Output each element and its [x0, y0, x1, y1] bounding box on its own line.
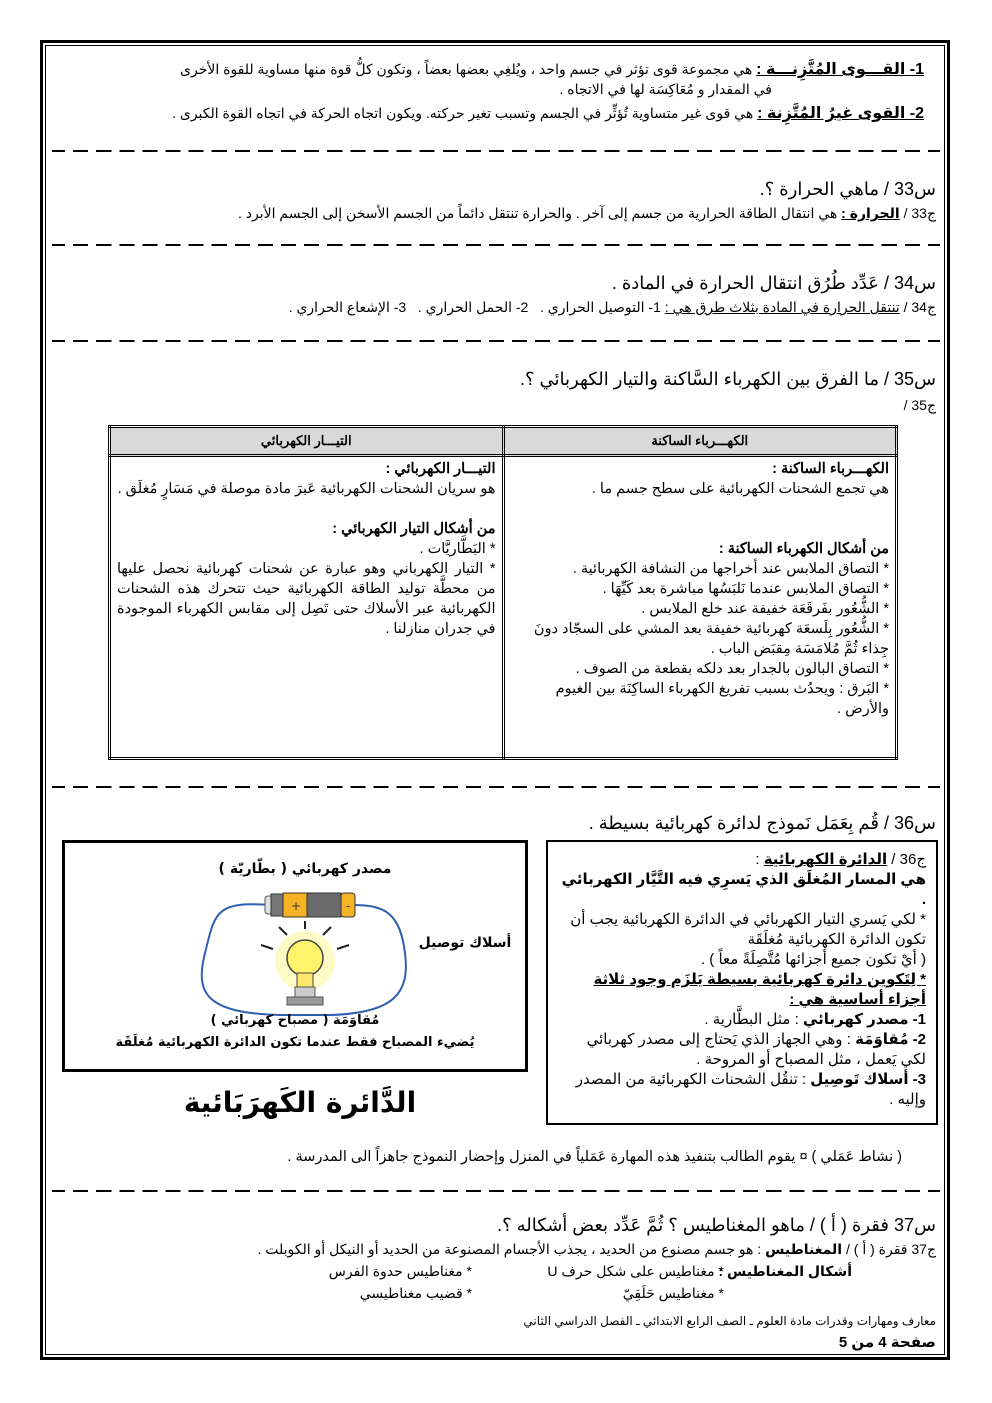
q37-question: س37 فقرة ( أ ) / ماهو المغناطيس ؟ ثُمَّ عَدِّد بعض أشكاله ؟.	[497, 1215, 936, 1235]
header-electric-current: التيـــار الكهربائي	[110, 427, 504, 456]
current-form-item: * البَطَّاريَّات .	[419, 541, 496, 557]
q36-note: * لكي يَسري التيار الكهربائي في الدائرة الكهربائية يجب أن تكون الدائرة الكهربائية مُغلَقَة	[570, 911, 926, 948]
svg-text:+: +	[291, 899, 302, 913]
electric-current-cell	[110, 456, 504, 759]
q33-answer	[238, 204, 936, 222]
q34-answer-intro: تنتقل الحرارة في المادة بثلاث طرق هي :	[664, 299, 900, 315]
part-text: : مثل البطَّارية .	[704, 1011, 803, 1028]
divider	[52, 244, 940, 246]
q36-answer-heading	[558, 850, 926, 870]
q36-note2: ( أيْ تكون جميع أجزائها مُتَّصِلَةً معاً ) .	[700, 951, 926, 968]
q34-answer-prefix: ج34 /	[903, 299, 936, 315]
wires-label: أسلاك توصيل	[418, 935, 512, 951]
q36-definition: هي المسار المُغلَق الذي يَسرِي فيه التَّيَّار الكهربائي .	[561, 871, 926, 908]
static-definition: هي تجمع الشحنات الكهربائية على سطح جسم ما .	[591, 481, 889, 497]
battery-icon	[265, 893, 355, 917]
part-label: 3- أسلاك تَوصِيل	[810, 1071, 926, 1088]
q36-answer-term: الدائرة الكهربائية	[763, 851, 888, 868]
divider	[52, 340, 940, 342]
q36-question: س36 / قُم بِعَمَل نَموذج لدائرة كهربائية بسيطة .	[588, 813, 936, 833]
q34-answer	[289, 298, 936, 316]
q36-answer-box	[546, 840, 938, 1125]
q37-shape-item: * مغناطيس حدوة الفرس	[328, 1263, 472, 1279]
static-form-item: * التصاق الملابس عند أخراجها من النشافة الكهربائية .	[572, 561, 889, 577]
q37-shape-item: * قضيب مغناطيسي	[359, 1285, 472, 1301]
q35-question: س35 / ما الفرق بين الكهرباء السَّاكنة والتيار الكهربائي ؟.	[519, 369, 936, 389]
static-form-item: * الشُّعُور بفَرقَعَة خفيفة عند خلع الملابس .	[641, 601, 889, 617]
part-text: : وهي الجهاز الذي يَحتاج إلى مصدر كهربائي لكي يَعمل ، مثل المصباح أو المروحة .	[586, 1031, 926, 1068]
svg-text:-: -	[346, 899, 351, 913]
divider	[52, 1190, 940, 1192]
battery-label: مصدر كهربائي ( بطّاريّة )	[218, 861, 392, 877]
q36-parts-intro: * لِتَكوين دائرة كهربائية بسيطة يَلزَم وجود ثلاثة أجزاء أساسية هي :	[593, 971, 926, 1008]
unbalanced-forces-line	[84, 104, 924, 123]
table-row	[110, 456, 897, 759]
q33-answer-term: الحرارة :	[841, 205, 900, 221]
resistance-label: مُقاوَمَة ( مصباح كهربائي )	[210, 1013, 380, 1028]
figure-caption: يُضيء المصباح فقط عندما تكون الدائرة الكهربائية مُغلَقَة	[115, 1035, 475, 1050]
static-electricity-cell	[503, 456, 897, 759]
balanced-forces-line	[84, 60, 924, 79]
q37-answer	[257, 1240, 936, 1258]
q37-answer-prefix: ج37 فقرة ( أ ) /	[845, 1241, 936, 1257]
divider	[52, 150, 940, 152]
unbalanced-forces-label: 2- القوى غيرُ المُتَّزِنة :	[757, 105, 924, 122]
static-form-item: * التصاق الملابس عندما نَلبَسُها مباشرة بعد كَيِّهَا .	[602, 581, 889, 597]
q37-shapes-title: أشكال المغناطيس :	[718, 1263, 852, 1279]
colon: :	[755, 851, 764, 868]
footer-subject: معارف ومهارات وقدرات مادة العلوم ـ الصف الرابع الابتدائي ـ الفصل الدراسي الثاني	[523, 1314, 936, 1328]
static-form-item: * البَرق : ويحدُث بسبب تفريغ الكهرباء الساكِنَة بين الغيوم والأرض .	[555, 681, 889, 717]
comparison-table	[108, 425, 898, 760]
q36-answer-prefix: ج36 /	[891, 851, 926, 868]
q37-answer-term: المغناطيس	[765, 1241, 843, 1257]
header-static-electricity: الكهـــرباء الساكنة	[503, 427, 897, 456]
q33-answer-text: هي انتقال الطاقة الحرارية من جسم إلى آخر . والحرارة تنتقل دائماً من الجسم الأسخن إلى الجسم الأبرد .	[238, 205, 838, 221]
part-text: : تنقُل الشحنات الكهربائية من المصدر وإليه .	[575, 1071, 926, 1108]
static-form-item: * الشُّعُور بِلَسعَة كهربائية خفيفة بعد المشي على السجّاد دونَ جِذاء ثُمَّ مُلامَسَة مِقبَض الباب .	[533, 621, 889, 657]
unbalanced-forces-text: هي قوى غير متساوية تُؤثِّر في الجسم وتسبب تغير حركته. ويكون اتجاه الحركة في اتجاه القوة الكبرى .	[172, 105, 754, 121]
page-number: صفحة 4 من 5	[838, 1334, 936, 1351]
divider	[52, 786, 940, 788]
current-definition: هو سريان الشحنات الكهربائية عَبرَ مادة موصلة في مَسَارٍ مُغلَق .	[117, 481, 496, 497]
static-form-item: * التصاق البالون بالجدار بعد دلكه بقطعة من الصوف .	[575, 661, 889, 677]
q33-question: س33 / ماهي الحرارة ؟.	[759, 179, 936, 199]
q36-activity: ( نشاط عَمَلي ) ¤ يقوم الطالب بتنفيذ هذه المهارة عَمَلياً في المنزل وإحضار النموذج جاهزاً الى المدرسة .	[287, 1149, 902, 1165]
current-title: التيـــار الكهربائي :	[385, 461, 496, 477]
part-label: 2- مُقاوَمَة	[855, 1031, 926, 1048]
balanced-forces-text: هي مجموعة قوى تؤثر في جسم واحد ، ويُلغِي بعضها بعضاً ، وتكون كلُّ قوة منها مساوية للقوة الأخرى	[180, 61, 753, 77]
q36-part	[558, 1030, 926, 1070]
table-header-row	[110, 427, 897, 456]
figure-title: الدَّائرة الكَهرَبَائية	[183, 1086, 417, 1119]
static-forms-title: من أشكال الكهرباء الساكنة :	[718, 541, 889, 557]
q34-answer-items: 1- التوصيل الحراري . 2- الحمل الحراري . 3- الإشعاع الحراري .	[288, 299, 661, 315]
balanced-forces-label: 1- القـــوى المُتَّزِنـــة :	[756, 61, 924, 78]
static-title: الكهـــرباء الساكنة :	[772, 461, 889, 477]
q37-answer-text: : هو جسم مصنوع من الحديد ، يجذب الأجسام المصنوعة من الحديد أو النيكل أو الكوبلت .	[257, 1241, 766, 1257]
light-bulb-icon	[261, 921, 349, 1005]
q34-question: س34 / عَدِّد طُرُق انتقال الحرارة في المادة .	[611, 273, 936, 293]
balanced-forces-line2: في المقدار و مُعَاكِسَة لها في الاتجاه .	[559, 81, 772, 97]
q36-part	[558, 1010, 926, 1030]
q33-answer-prefix: ج33 /	[903, 205, 936, 221]
current-form-item: * التيار الكهرباني وهو عبارة عن شحنات كهربائية نحصل عليها من محطَّة توليد الطاقة الكهربائية حيث تتحرك هذه الشحنات الكهربائية عبر الأسلاك حتى تَصِل إلى مقابس الكهرباء الموجودة في جدران منازلنا .	[117, 561, 496, 637]
q37-shape-item: * مغناطيس على شكل حرف U	[547, 1263, 724, 1279]
current-forms-title: من أشكال التيار الكهربائي :	[332, 521, 496, 537]
q37-shape-item: * مغناطيس حَلَقِيّ	[622, 1285, 724, 1301]
part-label: 1- مصدر كهربائي	[802, 1011, 926, 1028]
q35-answer-prefix: ج35 /	[903, 397, 936, 413]
q36-part	[558, 1070, 926, 1110]
circuit-figure	[62, 840, 528, 1072]
